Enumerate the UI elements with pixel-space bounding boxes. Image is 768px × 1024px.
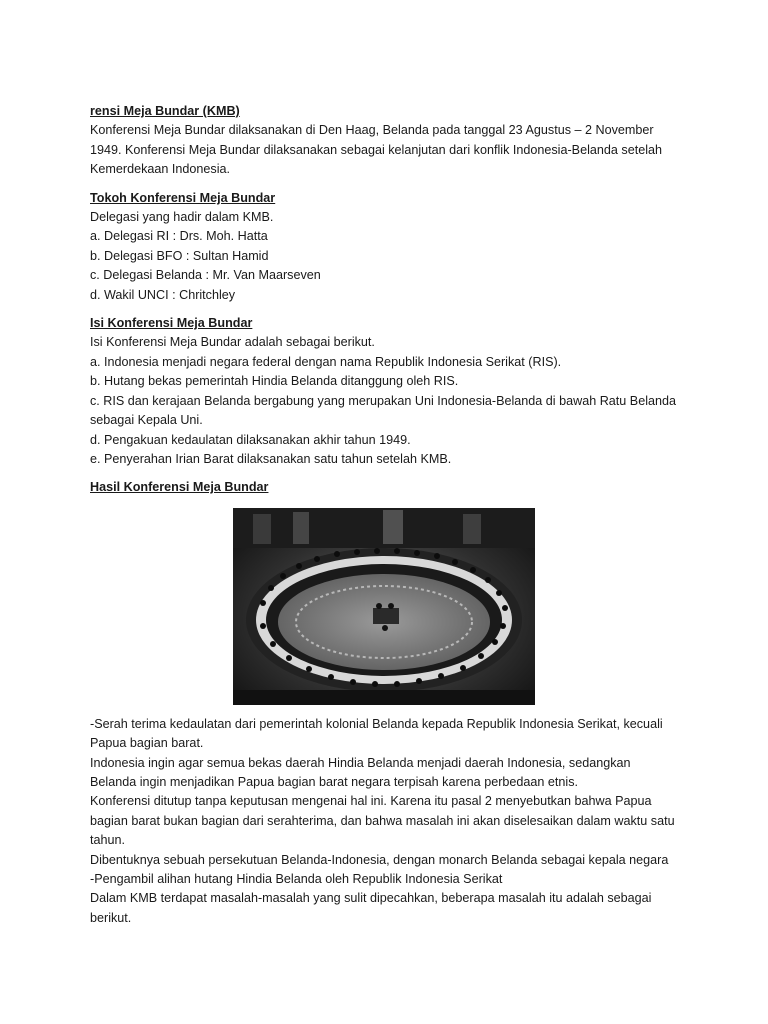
isi-line-3: b. Hutang bekas pemerintah Hindia Belanda ditanggung oleh RIS.: [90, 374, 459, 389]
tokoh-line-4: c. Delegasi Belanda : Mr. Van Maarseven: [90, 268, 321, 283]
hasil-line-9: -Pengambil alihan hutang Hindia Belanda oleh Republik Indonesia Serikat: [90, 871, 503, 886]
isi-line-5: sebagai Kepala Uni.: [90, 413, 203, 428]
hasil-line-6: bagian barat bukan bagian dari serahterima, dan bahwa masalah ini akan diselesaikan dalam waktu satu: [90, 813, 675, 828]
hasil-line-10: Dalam KMB terdapat masalah-masalah yang sulit dipecahkan, beberapa masalah itu adalah sebagai: [90, 891, 652, 906]
hasil-line-11: berikut.: [90, 910, 132, 925]
kmb-line-2: 1949. Konferensi Meja Bundar dilaksanakan sebagai kelanjutan dari konflik Indonesia-Belanda setelah: [90, 142, 663, 157]
tokoh-line-5: d. Wakil UNCI : Chritchley: [90, 287, 236, 302]
kmb-line-3: Kemerdekaan Indonesia.: [90, 162, 231, 177]
hasil-line-8: Dibentuknya sebuah persekutuan Belanda-Indonesia, dengan monarch Belanda sebagai kepala negara: [90, 852, 669, 867]
hasil-line-5: Konferensi ditutup tanpa keputusan mengenai hal ini. Karena itu pasal 2 menyebutkan bahwa Papua: [90, 794, 652, 809]
heading-isi: Isi Konferensi Meja Bundar: [90, 316, 253, 331]
conference-photo-image: [233, 508, 535, 705]
tokoh-line-3: b. Delegasi BFO : Sultan Hamid: [90, 248, 269, 263]
kmb-line-1: Konferensi Meja Bundar dilaksanakan di Den Haag, Belanda pada tanggal 23 Agustus – 2 November: [90, 123, 654, 138]
isi-line-7: e. Penyerahan Irian Barat dilaksanakan satu tahun setelah KMB.: [90, 451, 452, 466]
isi-line-4: c. RIS dan kerajaan Belanda bergabung yang merupakan Uni Indonesia-Belanda di bawah Ratu Belanda: [90, 393, 677, 408]
heading-tokoh: Tokoh Konferensi Meja Bundar: [90, 190, 276, 205]
hasil-line-2: Papua bagian barat.: [90, 736, 204, 751]
conference-photo: [233, 508, 535, 705]
hasil-line-1: -Serah terima kedaulatan dari pemerintah kolonial Belanda kepada Republik Indonesia Serikat, kecuali: [90, 716, 663, 731]
hasil-line-3: Indonesia ingin agar semua bekas daerah Hindia Belanda menjadi daerah Indonesia, sedangkan: [90, 755, 631, 770]
hasil-line-4: Belanda ingin menjadikan Papua bagian barat negara terpisah karena perbedaan etnis.: [90, 774, 579, 789]
tokoh-line-1: Delegasi yang hadir dalam KMB.: [90, 210, 274, 225]
hasil-line-7: tahun.: [90, 833, 126, 848]
isi-line-1: Isi Konferensi Meja Bundar adalah sebagai berikut.: [90, 335, 375, 350]
document-page: [90, 102, 690, 928]
isi-line-6: d. Pengakuan kedaulatan dilaksanakan akhir tahun 1949.: [90, 432, 411, 447]
isi-line-2: a. Indonesia menjadi negara federal dengan nama Republik Indonesia Serikat (RIS).: [90, 354, 562, 369]
heading-kmb: rensi Meja Bundar (KMB): [90, 104, 240, 118]
tokoh-line-2: a. Delegasi RI : Drs. Moh. Hatta: [90, 229, 268, 244]
heading-hasil: Hasil Konferensi Meja Bundar: [90, 480, 269, 495]
